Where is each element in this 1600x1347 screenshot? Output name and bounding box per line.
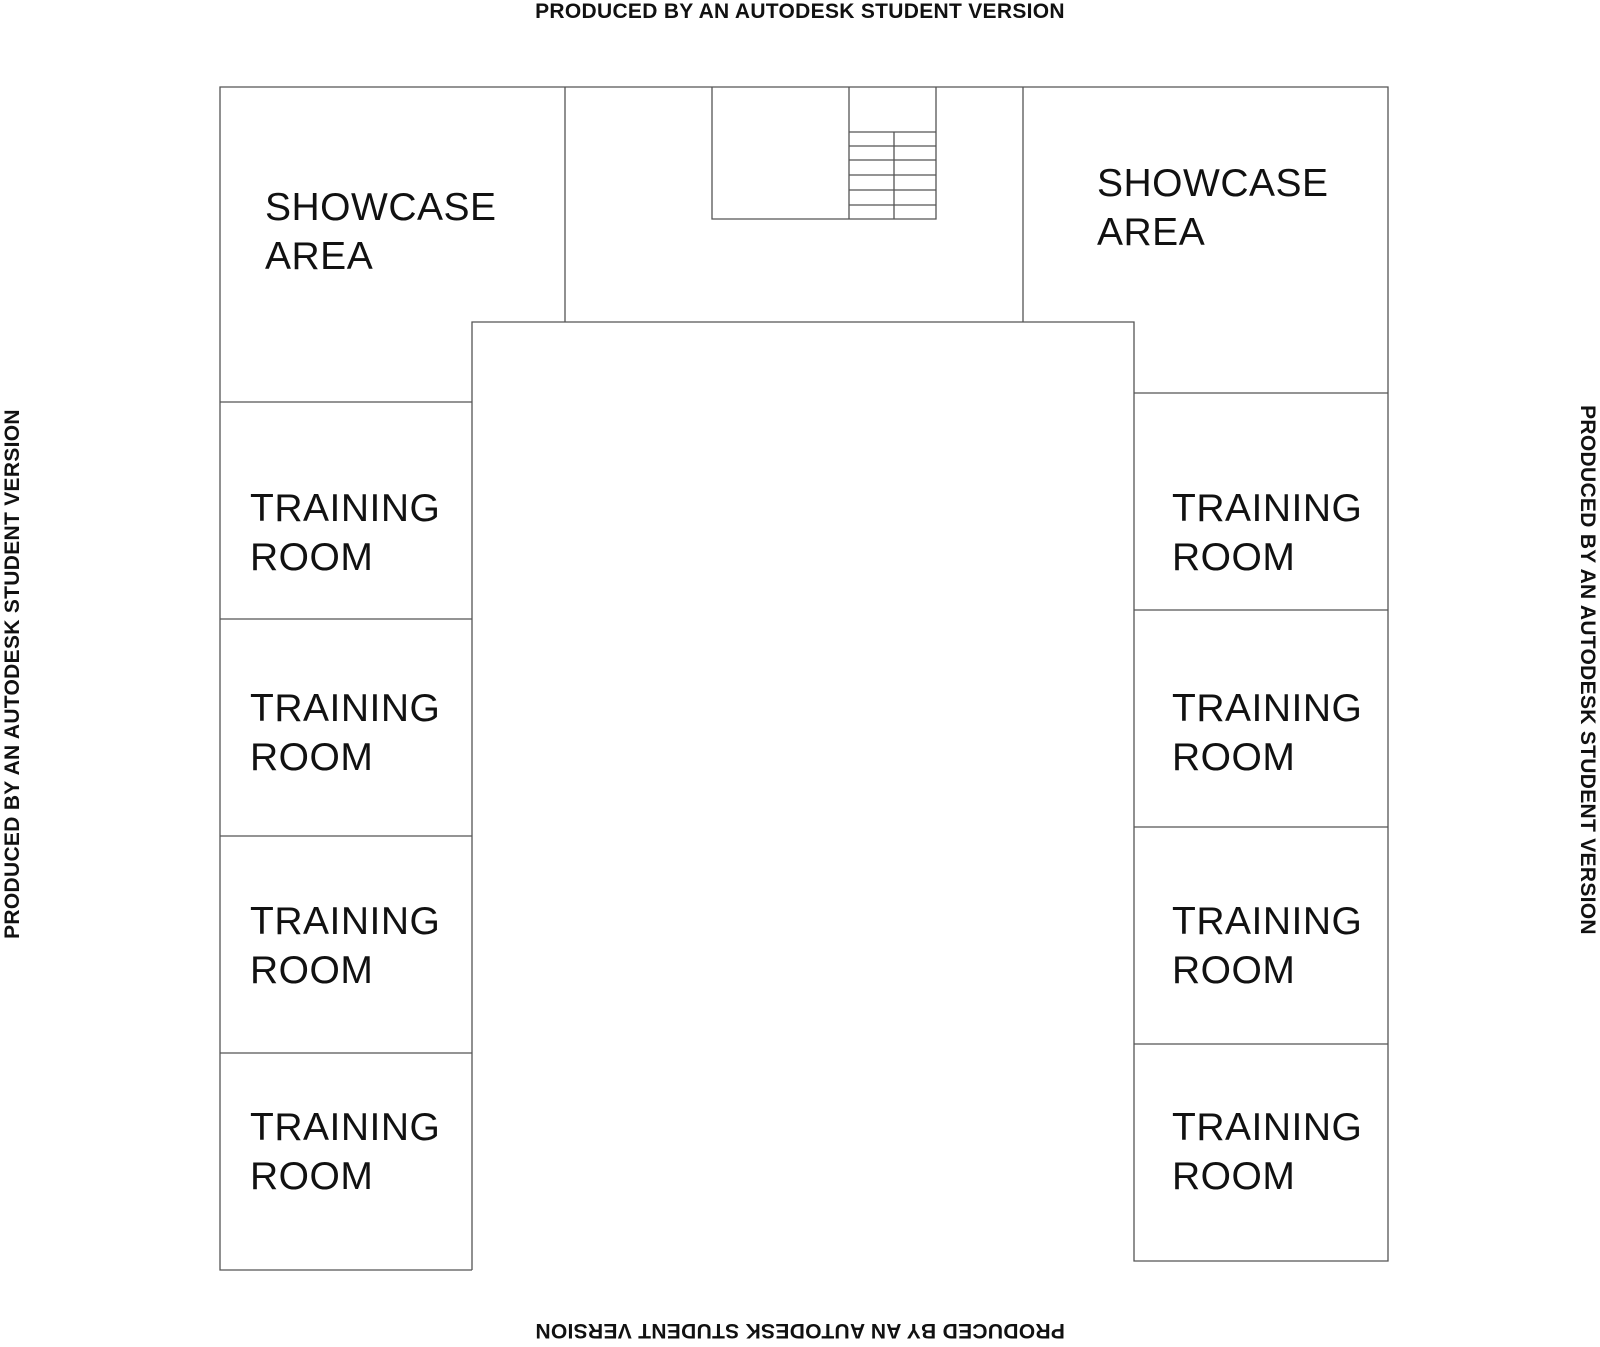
- showcase-right-line1: SHOWCASE: [1097, 162, 1329, 205]
- room-label-training-right-2: [1172, 684, 1362, 782]
- room-label-training-right-3: [1172, 897, 1362, 995]
- stair-core: [712, 87, 936, 219]
- room-label-training-left-3: [250, 897, 440, 995]
- room-label-training-right-1: [1172, 484, 1362, 582]
- room-label-training-left-1: [250, 484, 440, 582]
- training-right-3-line2: ROOM: [1172, 949, 1296, 992]
- watermark-bottom: PRODUCED BY AN AUTODESK STUDENT VERSION: [535, 1319, 1065, 1342]
- room-label-training-right-4: [1172, 1103, 1362, 1201]
- room-label-showcase-right: [1097, 159, 1329, 257]
- showcase-left-line1: SHOWCASE: [265, 186, 497, 229]
- showcase-right-line2: AREA: [1097, 211, 1206, 254]
- training-left-3-line1: TRAINING: [250, 900, 441, 943]
- training-left-2-line1: TRAINING: [250, 687, 441, 730]
- room-label-training-left-4: [250, 1103, 440, 1201]
- training-left-1-line2: ROOM: [250, 536, 374, 579]
- watermark-left: PRODUCED BY AN AUTODESK STUDENT VERSION: [1, 409, 24, 939]
- training-right-1-line2: ROOM: [1172, 536, 1296, 579]
- watermark-right: PRODUCED BY AN AUTODESK STUDENT VERSION: [1576, 405, 1599, 935]
- watermark-top: PRODUCED BY AN AUTODESK STUDENT VERSION: [535, 0, 1065, 23]
- room-label-training-left-2: [250, 684, 440, 782]
- training-left-1-line1: TRAINING: [250, 487, 441, 530]
- training-right-4-line2: ROOM: [1172, 1155, 1296, 1198]
- training-right-2-line2: ROOM: [1172, 736, 1296, 779]
- showcase-left-line2: AREA: [265, 235, 374, 278]
- training-left-2-line2: ROOM: [250, 736, 374, 779]
- training-right-1-line1: TRAINING: [1172, 487, 1363, 530]
- room-label-showcase-left: [265, 183, 497, 281]
- training-left-3-line2: ROOM: [250, 949, 374, 992]
- training-right-3-line1: TRAINING: [1172, 900, 1363, 943]
- training-right-2-line1: TRAINING: [1172, 687, 1363, 730]
- training-left-4-line2: ROOM: [250, 1155, 374, 1198]
- training-right-4-line1: TRAINING: [1172, 1106, 1363, 1149]
- training-left-4-line1: TRAINING: [250, 1106, 441, 1149]
